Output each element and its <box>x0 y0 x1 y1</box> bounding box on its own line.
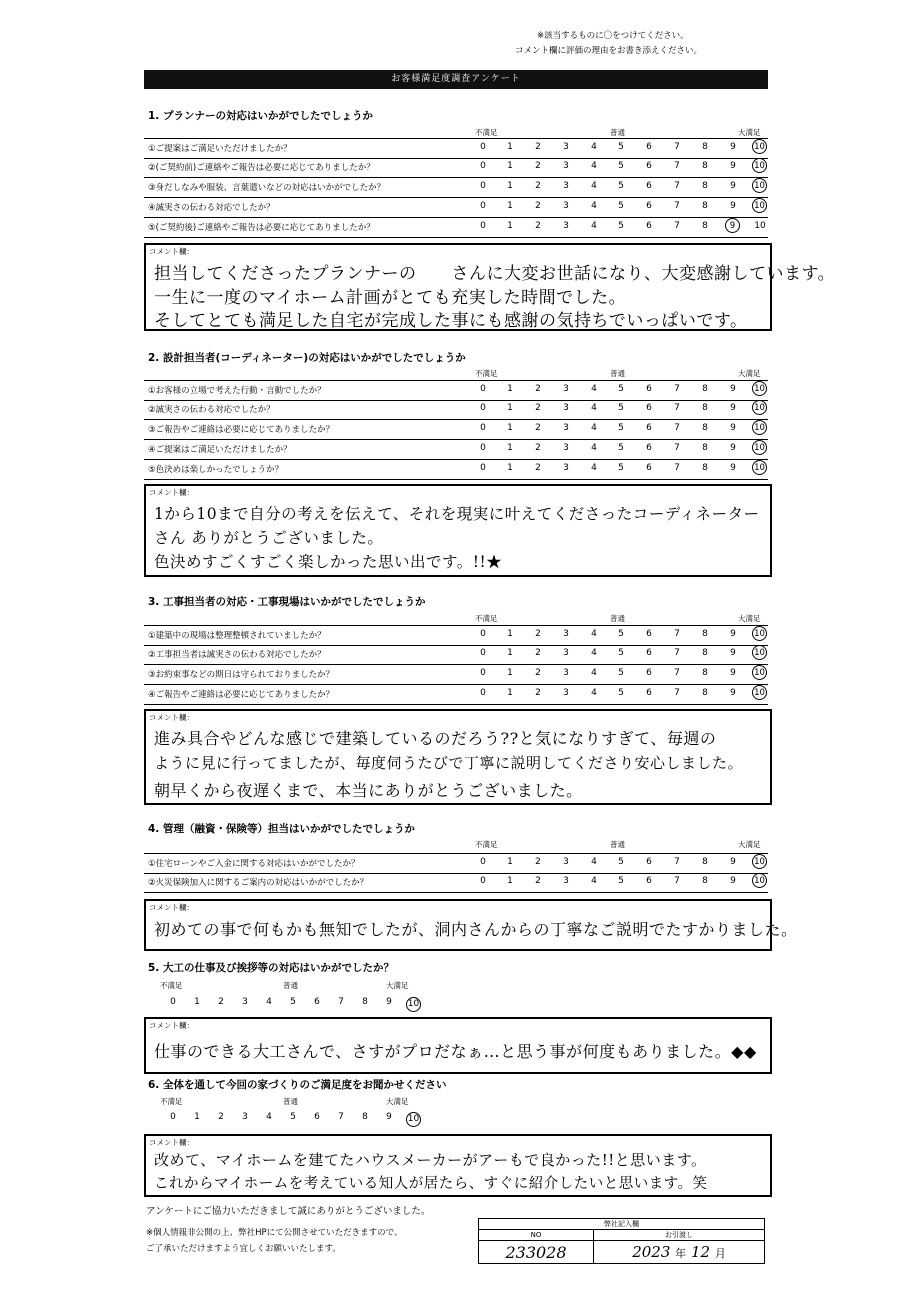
rating-option[interactable]: 1 <box>507 201 513 211</box>
rating-option[interactable]: 9 <box>730 161 736 171</box>
rating-option[interactable]: 5 <box>618 384 624 394</box>
rating-option[interactable]: 7 <box>674 201 680 211</box>
question-text: ⑤色決めは楽しかったでしょうか？ <box>148 465 284 475</box>
rating-option[interactable]: 6 <box>646 161 652 171</box>
rating-option[interactable]: 6 <box>646 181 652 191</box>
comment-box <box>144 1017 772 1074</box>
comment-label: コメント欄： <box>149 1138 194 1147</box>
rating-option[interactable]: 8 <box>702 221 708 231</box>
rating-option[interactable]: 7 <box>674 688 680 698</box>
rating-option[interactable]: 3 <box>563 384 569 394</box>
rating-option[interactable]: 9 <box>730 384 736 394</box>
rating-option[interactable]: 6 <box>646 688 652 698</box>
comment-line: ように見に行ってましたが、毎度伺うたびで丁寧に説明してくださり安心しました。 <box>154 754 744 772</box>
rating-option[interactable]: 2 <box>218 1112 224 1122</box>
comment-label: コメント欄： <box>149 488 194 497</box>
rating-option[interactable]: 0 <box>480 648 486 658</box>
rating-option[interactable]: 8 <box>702 384 708 394</box>
rating-option[interactable]: 0 <box>170 1112 176 1122</box>
rating-option[interactable]: 5 <box>618 629 624 639</box>
comment-line: 仕事のできる大工さんで、さすがプロだなぁ…と思う事が何度もありました。◆◆ <box>154 1042 757 1061</box>
rating-option[interactable]: 0 <box>480 668 486 678</box>
rating-option[interactable]: 0 <box>480 384 486 394</box>
rating-option[interactable]: 0 <box>480 201 486 211</box>
comment-line: そしてとても満足した自宅が完成した事にも感謝の気持ちでいっぱいです。 <box>154 311 748 331</box>
rating-option[interactable]: 8 <box>702 161 708 171</box>
rating-option[interactable]: 5 <box>618 142 624 152</box>
rating-option[interactable]: 3 <box>563 668 569 678</box>
comment-line: 改めて、マイホームを建てたハウスメーカーがアーもで良かった!!と思います。 <box>154 1151 707 1169</box>
rating-option[interactable]: 1 <box>507 161 513 171</box>
rating-option[interactable]: 8 <box>702 443 708 453</box>
year-value: 2023 <box>632 1243 671 1261</box>
rating-option[interactable]: 1 <box>507 629 513 639</box>
comment-line: 担当してくださったプランナーの さんに大変お世話になり、大変感謝しています。 <box>154 264 836 284</box>
question-text: ②火災保険加入に関するご案内の対応はいかがでしたか？ <box>148 878 369 888</box>
rating-option[interactable]: 2 <box>535 221 541 231</box>
comment-label: コメント欄： <box>149 247 194 256</box>
rating-option[interactable]: 8 <box>702 629 708 639</box>
rating-option[interactable]: 6 <box>646 403 652 413</box>
rating-option[interactable]: 3 <box>242 997 248 1007</box>
rating-option[interactable]: 2 <box>535 857 541 867</box>
rating-option[interactable]: 1 <box>194 997 200 1007</box>
staff-entry-table <box>478 1218 765 1264</box>
rating-option[interactable]: 3 <box>563 463 569 473</box>
rating-option[interactable]: 9 <box>730 142 736 152</box>
rating-option[interactable]: 4 <box>591 688 597 698</box>
rating-option[interactable]: 9 <box>730 463 736 473</box>
rating-option[interactable]: 3 <box>563 648 569 658</box>
section-3-title: 3. 工事担当者の対応・工事現場はいかがでしたでしょうか <box>148 596 426 608</box>
rating-option[interactable]: 3 <box>563 857 569 867</box>
rating-option[interactable]: 7 <box>674 876 680 886</box>
scale-low-label: 不満足 <box>160 1097 183 1106</box>
rating-option[interactable]: 3 <box>563 423 569 433</box>
rating-option[interactable]: 9 <box>730 876 736 886</box>
rating-option[interactable]: 5 <box>618 201 624 211</box>
comment-line: これからマイホームを考えている知人が居たら、すぐに紹介したいと思います。笑 <box>154 1176 708 1192</box>
rating-option[interactable]: 4 <box>591 629 597 639</box>
selected-rating[interactable]: 10 <box>752 178 767 193</box>
question-text: ①お客様の立場で考えた行動・言動でしたか？ <box>148 386 326 396</box>
scale-high-label: 大満足 <box>738 614 761 623</box>
rating-option[interactable]: 8 <box>702 688 708 698</box>
comment-label: コメント欄： <box>149 713 194 722</box>
rating-option[interactable]: 0 <box>480 629 486 639</box>
section-4-title: 4. 管理（融資・保険等）担当はいかがでしたでしょうか <box>148 823 415 835</box>
rating-option[interactable]: 1 <box>507 668 513 678</box>
question-row <box>144 178 768 198</box>
comment-box <box>144 1134 772 1197</box>
rating-option[interactable]: 4 <box>591 876 597 886</box>
rating-option[interactable]: 8 <box>702 403 708 413</box>
question-text: ①住宅ローンやご入金に関する対応はいかがでしたか？ <box>148 859 360 869</box>
selected-rating[interactable]: 10 <box>752 198 767 213</box>
rating-option[interactable]: 9 <box>730 403 736 413</box>
comment-box <box>144 709 772 805</box>
rating-option[interactable]: 9 <box>386 1112 392 1122</box>
no-value <box>479 1241 594 1264</box>
rating-option[interactable]: 6 <box>646 221 652 231</box>
selected-rating[interactable]: 10 <box>752 400 767 415</box>
rating-option[interactable]: 2 <box>535 443 541 453</box>
rating-option[interactable]: 2 <box>535 201 541 211</box>
selected-rating[interactable]: 10 <box>752 381 767 396</box>
rating-option[interactable]: 2 <box>218 997 224 1007</box>
rating-option[interactable]: 5 <box>618 423 624 433</box>
scale-mid-label: 普通 <box>610 128 625 137</box>
rating-option[interactable]: 2 <box>535 161 541 171</box>
scale-mid-label: 普通 <box>283 981 298 990</box>
rating-option[interactable]: 2 <box>535 384 541 394</box>
rating-option[interactable]: 1 <box>507 384 513 394</box>
rating-option[interactable]: 4 <box>591 181 597 191</box>
question-row <box>144 625 768 646</box>
rating-option[interactable]: 7 <box>674 423 680 433</box>
rating-option[interactable]: 6 <box>646 423 652 433</box>
rating-option[interactable]: 3 <box>563 161 569 171</box>
rating-option[interactable]: 8 <box>362 1112 368 1122</box>
rating-option[interactable]: 5 <box>618 648 624 658</box>
rating-option[interactable]: 2 <box>535 648 541 658</box>
selected-rating[interactable]: 10 <box>752 420 767 435</box>
rating-option[interactable]: 3 <box>242 1112 248 1122</box>
rating-option[interactable]: 0 <box>480 221 486 231</box>
comment-line: 進み具合やどんな感じで建築しているのだろう??と気になりすぎて、毎週の <box>154 729 717 748</box>
rating-option[interactable]: 4 <box>591 161 597 171</box>
rating-option[interactable]: 0 <box>170 997 176 1007</box>
rating-option[interactable]: 2 <box>535 876 541 886</box>
rating-option[interactable]: 1 <box>507 443 513 453</box>
rating-option[interactable]: 2 <box>535 629 541 639</box>
scale-mid-label: 普通 <box>610 369 625 378</box>
question-text: ⑤(ご契約後)ご連絡やご報告は必要に応じてありましたか？ <box>148 223 375 233</box>
rating-option[interactable]: 7 <box>674 857 680 867</box>
rating-option[interactable]: 6 <box>314 997 320 1007</box>
section-6-title: 6. 全体を通して今回の家づくりのご満足度をお聞かせください <box>148 1079 447 1091</box>
question-text: ①建築中の現場は整理整頓されていましたか？ <box>148 631 326 641</box>
rating-option[interactable]: 4 <box>266 1112 272 1122</box>
rating-option[interactable]: 8 <box>362 997 368 1007</box>
scale-low-label: 不満足 <box>475 840 498 849</box>
rating-option[interactable]: 1 <box>507 221 513 231</box>
no-value-text: 233028 <box>505 1242 567 1262</box>
rating-option[interactable]: 4 <box>591 403 597 413</box>
scale-high-label: 大満足 <box>386 981 409 990</box>
rating-option[interactable]: 8 <box>702 857 708 867</box>
rating-option[interactable]: 7 <box>674 629 680 639</box>
selected-rating[interactable]: 10 <box>406 1112 421 1127</box>
scale-mid-label: 普通 <box>610 840 625 849</box>
rating-option[interactable]: 5 <box>618 688 624 698</box>
comment-box <box>144 899 798 951</box>
rating-option[interactable]: 5 <box>290 1112 296 1122</box>
scale-low-label: 不満足 <box>160 981 183 990</box>
comment-label: コメント欄： <box>149 1021 194 1030</box>
question-text: ④ご提案はご満足いただけましたか？ <box>148 445 292 455</box>
rating-option[interactable]: 3 <box>563 221 569 231</box>
rating-scale-small <box>166 997 446 1015</box>
rating-option[interactable]: 7 <box>338 1112 344 1122</box>
rating-option[interactable]: 0 <box>480 181 486 191</box>
rating-option[interactable]: 7 <box>674 221 680 231</box>
question-row <box>144 853 768 874</box>
rating-option[interactable]: 6 <box>646 443 652 453</box>
rating-option[interactable]: 1 <box>507 423 513 433</box>
scale-mid-label: 普通 <box>610 614 625 623</box>
rating-option[interactable]: 8 <box>702 201 708 211</box>
question-text: ②(ご契約前)ご連絡やご報告は必要に応じてありましたか？ <box>148 163 375 173</box>
scale-low-label: 不満足 <box>475 614 498 623</box>
rating-option[interactable]: 5 <box>618 876 624 886</box>
rating-option[interactable]: 0 <box>480 463 486 473</box>
scale-high-label: 大満足 <box>738 128 761 137</box>
rating-option[interactable]: 6 <box>646 648 652 658</box>
selected-rating[interactable]: 10 <box>752 626 767 641</box>
rating-option[interactable]: 8 <box>702 668 708 678</box>
rating-option[interactable]: 7 <box>674 668 680 678</box>
scale-low-label: 不満足 <box>475 369 498 378</box>
rating-option[interactable]: 3 <box>563 181 569 191</box>
question-row <box>144 873 768 893</box>
rating-option[interactable]: 7 <box>674 161 680 171</box>
month-value: 12 <box>690 1243 711 1261</box>
question-row <box>144 460 768 480</box>
question-text: ①ご提案はご満足いただけましたか？ <box>148 144 292 154</box>
selected-rating[interactable]: 10 <box>752 645 767 660</box>
instruction-note-1: ※該当するものに〇をつけてください。 <box>537 31 689 41</box>
comment-line: 朝早くから夜遅くまで、本当にありがとうございました。 <box>154 781 583 800</box>
question-text: ②誠実さの伝わる対応でしたか？ <box>148 405 275 415</box>
rating-option[interactable]: 4 <box>591 221 597 231</box>
section-2-title: 2. 設計担当者(コーディネーター)の対応はいかがでしたでしょうか <box>148 352 466 364</box>
rating-option[interactable]: 1 <box>507 857 513 867</box>
question-text: ③ご報告やご連絡は必要に応じてありましたか？ <box>148 425 335 435</box>
comment-line: 初めての事で何もかも無知でしたが、洞内さんからの丁寧なご説明でたすかりました。 <box>154 920 798 939</box>
rating-option[interactable]: 0 <box>480 161 486 171</box>
question-row <box>144 440 768 460</box>
question-text: ④ご報告やご連絡は必要に応じてありましたか？ <box>148 690 335 700</box>
month-unit: 月 <box>714 1247 726 1260</box>
rating-option[interactable]: 10 <box>754 221 766 231</box>
scale-low-label: 不満足 <box>475 128 498 137</box>
rating-option[interactable]: 1 <box>507 142 513 152</box>
rating-option[interactable]: 6 <box>646 629 652 639</box>
rating-option[interactable]: 0 <box>480 857 486 867</box>
selected-rating[interactable]: 10 <box>752 460 767 475</box>
survey-title: お客様満足度調査アンケート <box>144 70 768 89</box>
question-row <box>144 198 768 218</box>
rating-option[interactable]: 5 <box>618 403 624 413</box>
rating-option[interactable]: 6 <box>646 142 652 152</box>
rating-option[interactable]: 6 <box>646 384 652 394</box>
rating-option[interactable]: 6 <box>646 201 652 211</box>
comment-line: 一生に一度のマイホーム計画がとても充実した時間でした。 <box>154 288 627 308</box>
rating-option[interactable]: 4 <box>591 648 597 658</box>
rating-option[interactable]: 7 <box>674 463 680 473</box>
selected-rating[interactable]: 10 <box>752 440 767 455</box>
scale-mid-label: 普通 <box>283 1097 298 1106</box>
rating-option[interactable]: 0 <box>480 688 486 698</box>
question-row <box>144 645 768 665</box>
rating-option[interactable]: 6 <box>314 1112 320 1122</box>
rating-option[interactable]: 5 <box>618 857 624 867</box>
selected-rating[interactable]: 10 <box>752 139 767 154</box>
rating-option[interactable]: 3 <box>563 443 569 453</box>
rating-option[interactable]: 9 <box>386 997 392 1007</box>
privacy-note-1: ※個人情報非公開の上、弊社HPにて公開させていただきますので、 <box>146 1228 403 1238</box>
question-text: ③身だしなみや服装、言葉遣いなどの対応はいかがでしたか？ <box>148 183 386 193</box>
rating-option[interactable]: 5 <box>618 161 624 171</box>
question-text: ③お約束事などの期日は守られておりましたか？ <box>148 670 335 680</box>
handover-date <box>594 1241 765 1264</box>
rating-option[interactable]: 1 <box>507 648 513 658</box>
selected-rating[interactable]: 10 <box>752 665 767 680</box>
rating-option[interactable]: 9 <box>730 443 736 453</box>
rating-option[interactable]: 2 <box>535 403 541 413</box>
rating-option[interactable]: 3 <box>563 142 569 152</box>
rating-option[interactable]: 6 <box>646 463 652 473</box>
rating-option[interactable]: 5 <box>618 463 624 473</box>
rating-scale-small <box>166 1112 446 1130</box>
rating-option[interactable]: 5 <box>618 443 624 453</box>
rating-option[interactable]: 7 <box>338 997 344 1007</box>
comment-box <box>144 243 836 331</box>
selected-rating[interactable]: 10 <box>752 854 767 869</box>
question-row <box>144 380 768 401</box>
rating-option[interactable]: 4 <box>591 384 597 394</box>
rating-option[interactable]: 6 <box>646 857 652 867</box>
rating-option[interactable]: 8 <box>702 876 708 886</box>
rating-option[interactable]: 9 <box>730 201 736 211</box>
question-row <box>144 138 768 159</box>
rating-option[interactable]: 4 <box>591 857 597 867</box>
question-row <box>144 685 768 705</box>
rating-option[interactable]: 9 <box>730 629 736 639</box>
rating-option[interactable]: 2 <box>535 668 541 678</box>
selected-rating[interactable]: 10 <box>406 997 421 1012</box>
rating-option[interactable]: 0 <box>480 142 486 152</box>
comment-label: コメント欄： <box>149 903 194 912</box>
rating-option[interactable]: 1 <box>507 876 513 886</box>
rating-option[interactable]: 4 <box>591 668 597 678</box>
question-row <box>144 218 768 238</box>
year-unit: 年 <box>675 1247 687 1260</box>
rating-option[interactable]: 9 <box>730 648 736 658</box>
rating-option[interactable]: 9 <box>730 688 736 698</box>
rating-option[interactable]: 1 <box>507 181 513 191</box>
privacy-note-2: ご了承いただけますよう宜しくお願いいたします。 <box>146 1244 341 1254</box>
selected-rating[interactable]: 10 <box>752 158 767 173</box>
rating-option[interactable]: 4 <box>591 142 597 152</box>
rating-option[interactable]: 1 <box>507 688 513 698</box>
rating-option[interactable]: 9 <box>730 857 736 867</box>
handover-label: お引渡し <box>594 1230 765 1241</box>
rating-option[interactable]: 0 <box>480 423 486 433</box>
question-row <box>144 158 768 178</box>
rating-option[interactable]: 7 <box>674 648 680 658</box>
section-5-title: 5. 大工の仕事及び挨拶等の対応はいかがでしたか？ <box>148 962 394 974</box>
rating-option[interactable]: 2 <box>535 423 541 433</box>
rating-option[interactable]: 7 <box>674 142 680 152</box>
staff-label: 弊社記入欄 <box>479 1219 765 1230</box>
comment-line: 色決めすごくすごく楽しかった思い出です。!!★ <box>154 553 503 571</box>
rating-option[interactable]: 3 <box>563 403 569 413</box>
scale-high-label: 大満足 <box>386 1097 409 1106</box>
rating-option[interactable]: 2 <box>535 142 541 152</box>
question-text: ④誠実さの伝わる対応でしたか？ <box>148 203 275 213</box>
rating-option[interactable]: 0 <box>480 876 486 886</box>
comment-line: さん ありがとうございました。 <box>154 529 384 547</box>
rating-option[interactable]: 3 <box>563 688 569 698</box>
rating-option[interactable]: 5 <box>618 181 624 191</box>
selected-rating[interactable]: 10 <box>752 873 767 888</box>
rating-option[interactable]: 8 <box>702 181 708 191</box>
rating-option[interactable]: 0 <box>480 403 486 413</box>
rating-option[interactable]: 3 <box>563 201 569 211</box>
rating-option[interactable]: 1 <box>194 1112 200 1122</box>
comment-box <box>144 484 772 577</box>
thanks-text: アンケートにご協力いただきまして誠にありがとうございました。 <box>146 1206 431 1217</box>
rating-option[interactable]: 0 <box>480 443 486 453</box>
section-1-title: 1. プランナーの対応はいかがでしたでしょうか <box>148 110 373 122</box>
rating-option[interactable]: 1 <box>507 403 513 413</box>
question-text: ②工事担当者は誠実さの伝わる対応でしたか？ <box>148 650 326 660</box>
rating-option[interactable]: 7 <box>674 181 680 191</box>
rating-option[interactable]: 8 <box>702 142 708 152</box>
question-row <box>144 400 768 420</box>
question-row <box>144 665 768 685</box>
rating-option[interactable]: 5 <box>618 668 624 678</box>
rating-option[interactable]: 4 <box>591 423 597 433</box>
rating-option[interactable]: 5 <box>618 221 624 231</box>
rating-option[interactable]: 4 <box>591 201 597 211</box>
rating-option[interactable]: 2 <box>535 181 541 191</box>
question-row <box>144 420 768 440</box>
comment-line: 1から10まで自分の考えを伝えて、それを現実に叶えてくださったコーディネーター <box>154 505 760 523</box>
selected-rating[interactable]: 10 <box>752 685 767 700</box>
rating-option[interactable]: 9 <box>730 668 736 678</box>
rating-option[interactable]: 2 <box>535 688 541 698</box>
rating-option[interactable]: 8 <box>702 463 708 473</box>
rating-option[interactable]: 7 <box>674 384 680 394</box>
rating-option[interactable]: 1 <box>507 463 513 473</box>
rating-option[interactable]: 9 <box>730 423 736 433</box>
rating-option[interactable]: 7 <box>674 443 680 453</box>
scale-high-label: 大満足 <box>738 840 761 849</box>
rating-option[interactable]: 8 <box>702 423 708 433</box>
rating-option[interactable]: 2 <box>535 463 541 473</box>
rating-option[interactable]: 6 <box>646 668 652 678</box>
rating-option[interactable]: 3 <box>563 876 569 886</box>
rating-option[interactable]: 4 <box>266 997 272 1007</box>
rating-option[interactable]: 4 <box>591 463 597 473</box>
scale-high-label: 大満足 <box>738 369 761 378</box>
instruction-note-2: コメント欄に評価の理由をお書き添えください。 <box>515 46 703 56</box>
no-label: NO <box>479 1230 594 1241</box>
rating-option[interactable]: 8 <box>702 648 708 658</box>
rating-option[interactable]: 9 <box>730 181 736 191</box>
rating-option[interactable]: 4 <box>591 443 597 453</box>
rating-option[interactable]: 7 <box>674 403 680 413</box>
rating-option[interactable]: 5 <box>290 997 296 1007</box>
rating-option[interactable]: 6 <box>646 876 652 886</box>
rating-option[interactable]: 3 <box>563 629 569 639</box>
selected-rating[interactable]: 9 <box>725 218 740 233</box>
